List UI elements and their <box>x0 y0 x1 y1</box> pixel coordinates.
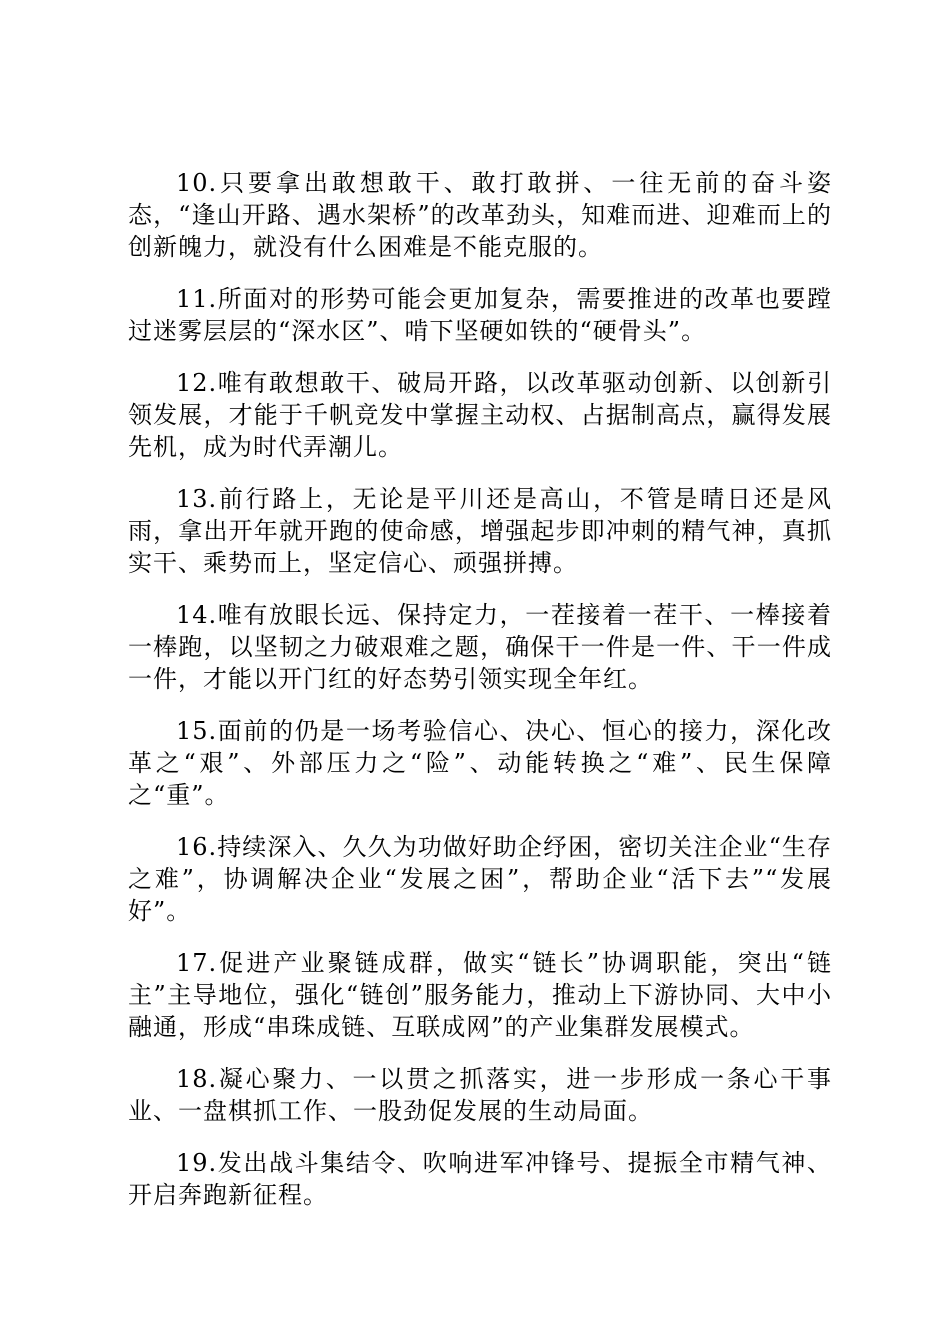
paragraph-13: 13.前行路上，无论是平川还是高山，不管是晴日还是风雨，拿出开年就开跑的使命感，增强起步即冲刺的精气神，真抓实干、乘势而上，坚定信心、顽强拼搏。 <box>128 485 832 577</box>
paragraph-10: 10.只要拿出敢想敢干、敢打敢拼、一往无前的奋斗姿态，“逢山开路、遇水架桥”的改革劲头，知难而进、迎难而上的创新魄力，就没有什么困难是不能克服的。 <box>128 169 832 261</box>
paragraph-14: 14.唯有放眼长远、保持定力，一茬接着一茬干、一棒接着一棒跑，以坚韧之力破艰难之题，确保干一件是一件、干一件成一件，才能以开门红的好态势引领实现全年红。 <box>128 601 832 693</box>
paragraph-16: 16.持续深入、久久为功做好助企纾困，密切关注企业“生存之难”，协调解决企业“发展之困”，帮助企业“活下去”“发展好”。 <box>128 833 832 925</box>
paragraph-11: 11.所面对的形势可能会更加复杂，需要推进的改革也要蹚过迷雾层层的“深水区”、啃下坚硬如铁的“硬骨头”。 <box>128 285 832 345</box>
paragraph-15: 15.面前的仍是一场考验信心、决心、恒心的接力，深化改革之“艰”、外部压力之“险”、动能转换之“难”、民生保障之“重”。 <box>128 717 832 809</box>
paragraph-19: 19.发出战斗集结令、吹响进军冲锋号、提振全市精气神、开启奔跑新征程。 <box>128 1149 832 1209</box>
paragraph-17: 17.促进产业聚链成群，做实“链长”协调职能，突出“链主”主导地位，强化“链创”服务能力，推动上下游协同、大中小融通，形成“串珠成链、互联成网”的产业集群发展模式。 <box>128 949 832 1041</box>
document-body <box>128 167 832 1231</box>
paragraph-18: 18.凝心聚力、一以贯之抓落实，进一步形成一条心干事业、一盘棋抓工作、一股劲促发展的生动局面。 <box>128 1065 832 1125</box>
paragraph-12: 12.唯有敢想敢干、破局开路，以改革驱动创新、以创新引领发展，才能于千帆竞发中掌握主动权、占据制高点，赢得发展先机，成为时代弄潮儿。 <box>128 369 832 461</box>
